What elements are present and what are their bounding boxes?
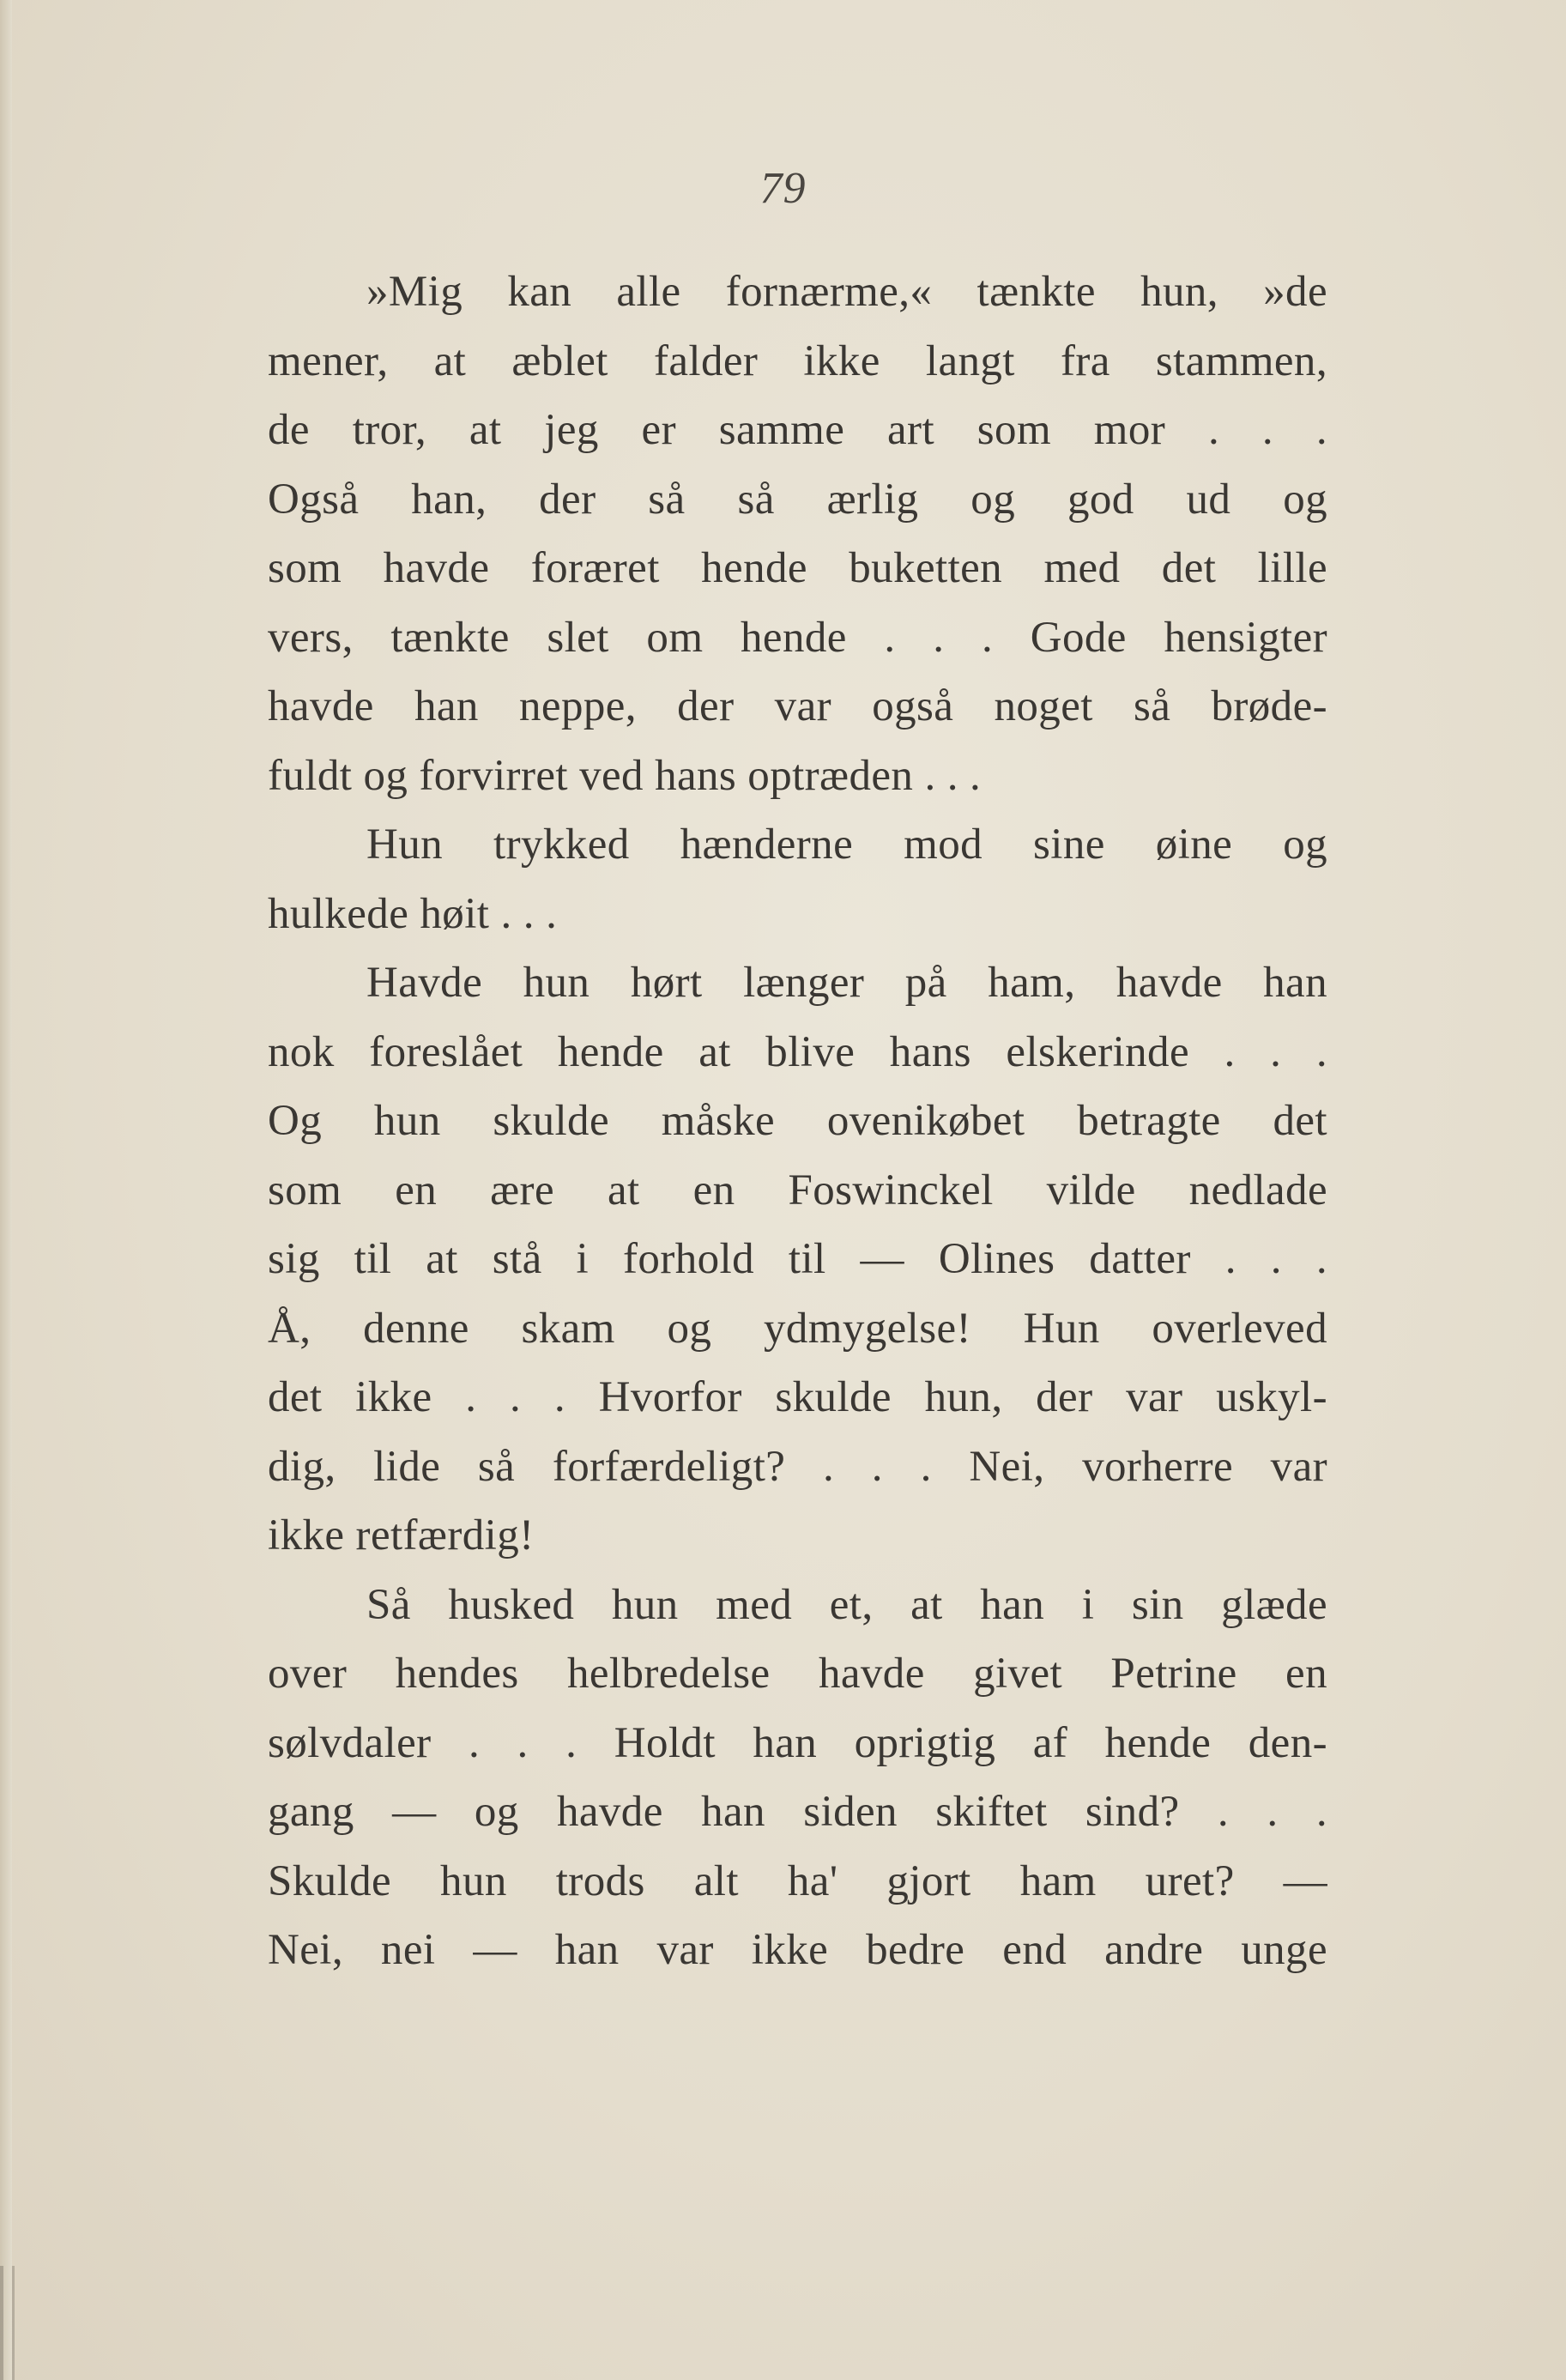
text-line: Hun trykked hænderne mod sine øine og [366, 821, 1327, 869]
text-line: »Mig kan alle fornærme,« tænkte hun, »de [366, 268, 1327, 316]
binding-mark [0, 2266, 51, 2380]
text-line: de tror, at jeg er samme art som mor . . . [268, 406, 1327, 454]
text-line: sig til at stå i forhold til — Olines datter . . . [268, 1235, 1327, 1283]
text-line: havde han neppe, der var også noget så brøde- [268, 682, 1327, 730]
text-line: mener, at æblet falder ikke langt fra stammen, [268, 336, 1327, 385]
text-line: Også han, der så så ærlig og god ud og [268, 475, 1327, 524]
body-text [268, 257, 1327, 1985]
text-line: gang — og havde han siden skiftet sind? . . . [268, 1788, 1327, 1836]
text-line: over hendes helbredelse havde givet Petrine en [268, 1650, 1327, 1698]
text-line: det ikke . . . Hvorfor skulde hun, der var uskyl- [268, 1373, 1327, 1421]
text-line: dig, lide så forfærdeligt? . . . Nei, vorherre var [268, 1442, 1327, 1491]
text-line: som havde foræret hende buketten med det lille [268, 544, 1327, 592]
text-line: ikke retfærdig! [268, 1511, 535, 1559]
page-number: 79 [759, 164, 807, 213]
text-line: vers, tænkte slet om hende . . . Gode hensigter [268, 613, 1327, 662]
text-line: som en ære at en Foswinckel vilde nedlade [268, 1166, 1327, 1214]
text-line: Skulde hun trods alt ha' gjort ham uret? — [268, 1856, 1327, 1905]
text-line: Så husked hun med et, at han i sin glæde [366, 1580, 1327, 1629]
page-gutter-edge [0, 0, 12, 2380]
text-line: Havde hun hørt længer på ham, havde han [366, 959, 1327, 1007]
text-line: nok foreslået hende at blive hans elskerinde . . . [268, 1027, 1327, 1076]
text-line: fuldt og forvirret ved hans optræden . . . [268, 751, 982, 800]
text-line: Å, denne skam og ydmygelse! Hun overleved [268, 1304, 1327, 1353]
text-line: sølvdaler . . . Holdt han oprigtig af hende den- [268, 1718, 1327, 1767]
text-line: Og hun skulde måske ovenikøbet betragte det [268, 1097, 1327, 1145]
text-line: Nei, nei — han var ikke bedre end andre unge [268, 1926, 1327, 1974]
text-line: hulkede høit . . . [268, 889, 558, 938]
